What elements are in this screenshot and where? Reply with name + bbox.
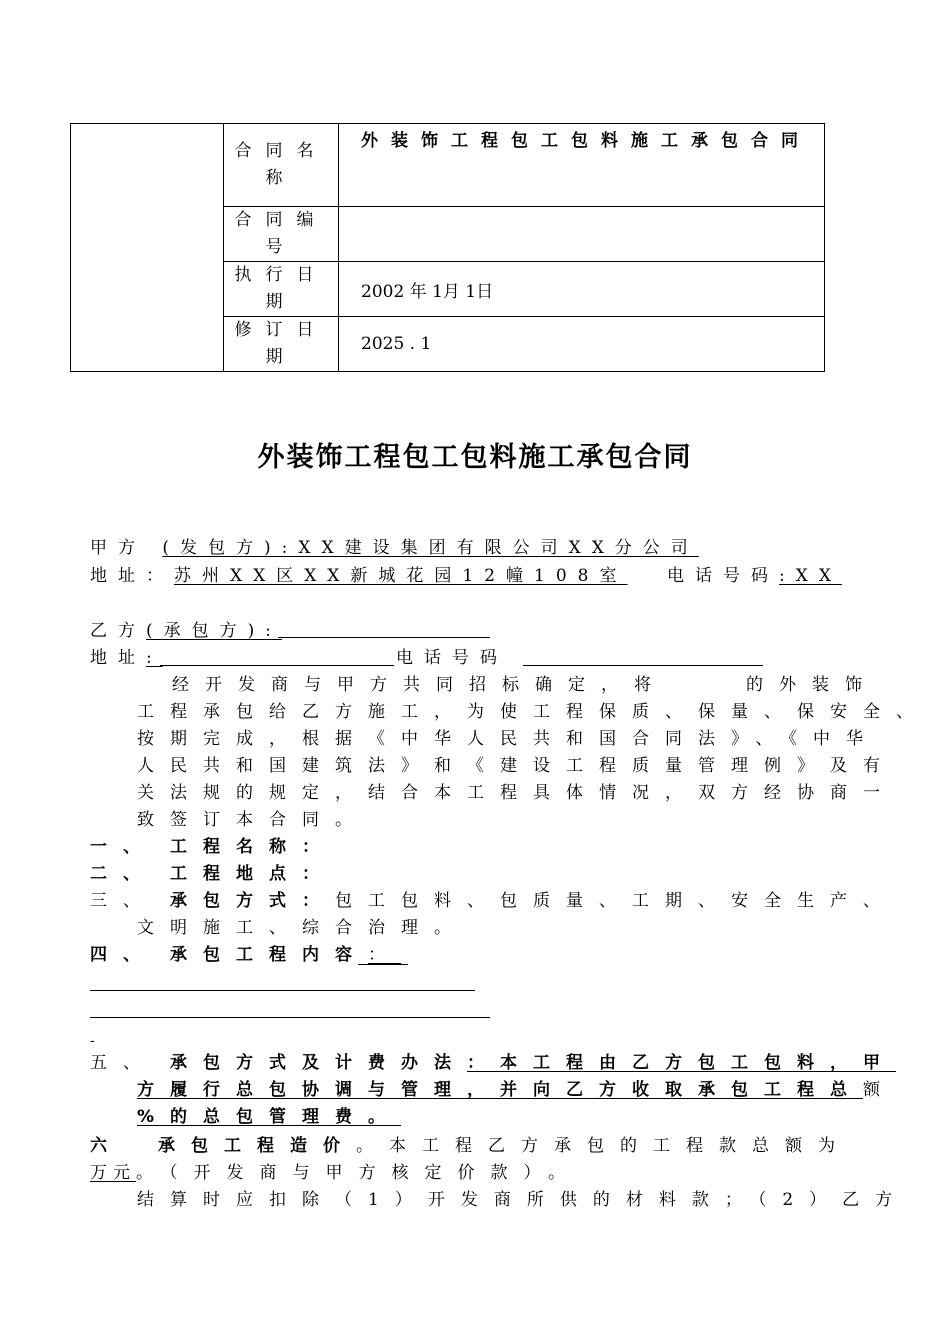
cover-label-revision-date: 修订日期 — [224, 317, 339, 372]
party-a-phone-value: :XX — [779, 566, 842, 586]
party-b-role: (承包方): — [146, 621, 282, 641]
party-a-name: (发包方):XX建设集团有限公司XX分公司 — [162, 538, 699, 558]
section-5-text: ：本工程由乙方包工包料，甲 — [467, 1053, 896, 1073]
section-4-number: 四、 — [90, 945, 156, 965]
section-5-cont1: 方履行总包协调与管理，并向乙方收取承包工程总 — [137, 1080, 863, 1100]
intro-line-3: 按期完成，根据《中华人民共和国合同法》、《中华 — [137, 729, 879, 749]
section-6-continuation — [90, 1162, 581, 1184]
section-6-amount-unit: 万元 — [90, 1163, 136, 1183]
section-4-dash: - — [90, 1033, 95, 1049]
party-a-phone-label: 电话号码 — [667, 566, 779, 586]
party-a-address-line — [90, 565, 628, 587]
section-4-heading: 承包工程内容 — [170, 945, 368, 965]
section-4-colon: ： — [368, 945, 401, 965]
party-a-address-label: 地址： — [90, 566, 174, 586]
cover-value-revision-date: 2025 . 1 — [339, 317, 825, 372]
intro-line-1-tail: 的外装饰 — [746, 675, 878, 695]
intro-line-5: 关法规的规定，结合本工程具体情况，双方经协商一 — [137, 783, 896, 803]
cover-label-contract-name: 合同名称 — [224, 124, 339, 207]
cover-blank-cell — [71, 124, 224, 372]
section-6-heading: 承包工程造价 — [158, 1136, 356, 1156]
section-5-line — [170, 1052, 896, 1074]
section-5-continuation-1 — [137, 1079, 896, 1101]
cover-value-contract-no — [339, 207, 825, 262]
party-b-phone-blank — [523, 665, 763, 666]
section-3-text: 包工包料、包质量、工期、安全生产、 — [335, 891, 896, 911]
section-6-number: 六 — [90, 1136, 107, 1156]
document-title: 外装饰工程包工包料施工承包合同 — [257, 442, 693, 473]
party-b-address-blank — [160, 665, 394, 666]
party-b-name-blank — [278, 637, 490, 638]
party-b-label: 乙方 — [90, 621, 146, 641]
section-6-settlement: 结算时应扣除（1）开发商所供的材料款；（2）乙方 — [137, 1190, 909, 1210]
intro-line-2: 工程承包给乙方施工，为使工程保质、保量、保安全、 — [137, 702, 929, 722]
section-2-heading: 工程地点： — [170, 864, 335, 884]
party-b-phone-label: 电话号码 — [396, 648, 508, 668]
section-5-number: 五、 — [90, 1053, 156, 1073]
section-3-number: 三、 — [90, 891, 156, 911]
section-5-heading: 承包方式及计费办法 — [170, 1053, 467, 1073]
party-b-address-line — [90, 647, 163, 669]
cover-label-contract-no: 合同编号 — [224, 207, 339, 262]
section-4-blank-2 — [90, 1017, 490, 1018]
section-4-blank-1 — [90, 990, 475, 991]
section-6-line — [158, 1135, 851, 1157]
party-a-label: 甲方 — [90, 538, 146, 558]
party-a-phone — [667, 565, 842, 587]
section-2-number: 二、 — [90, 864, 156, 884]
cover-label-effective-date: 执行日期 — [224, 262, 339, 317]
party-b-address-label: 地址 — [90, 648, 146, 668]
intro-line-1: 经开发商与甲方共同招标确定，将 — [172, 675, 667, 695]
cover-value-effective-date: 2002 年 1月 1日 — [339, 262, 825, 317]
section-6-cont: 。（开发商与甲方核定价款）。 — [136, 1163, 581, 1183]
section-5-cont1-tail: 额 — [863, 1080, 896, 1100]
intro-line-6: 致签订本合同。 — [137, 810, 368, 830]
intro-line-4: 人民共和国建筑法》和《建设工程质量管理例》及有 — [137, 756, 896, 776]
section-5-continuation-2: %的总包管理费。 — [137, 1107, 402, 1127]
section-3-heading: 承包方式： — [170, 891, 335, 911]
section-3-line — [170, 890, 896, 912]
section-6-text: 。本工程乙方承包的工程款总额为 — [356, 1136, 851, 1156]
party-b-line — [90, 620, 282, 642]
section-1-heading: 工程名称： — [170, 837, 335, 857]
cover-value-contract-name: 外装饰工程包工包料施工承包合同 — [339, 124, 825, 207]
party-a-line — [90, 537, 699, 559]
cover-table — [70, 123, 825, 372]
section-3-continuation: 文明施工、综合治理。 — [137, 918, 467, 938]
section-4-colon-rule — [358, 964, 408, 965]
section-4-line — [170, 944, 401, 966]
party-b-address-colon: : — [146, 648, 163, 668]
party-a-address: 苏州XX区XX新城花园12幢108室 — [174, 566, 628, 586]
section-1-number: 一、 — [90, 837, 156, 857]
